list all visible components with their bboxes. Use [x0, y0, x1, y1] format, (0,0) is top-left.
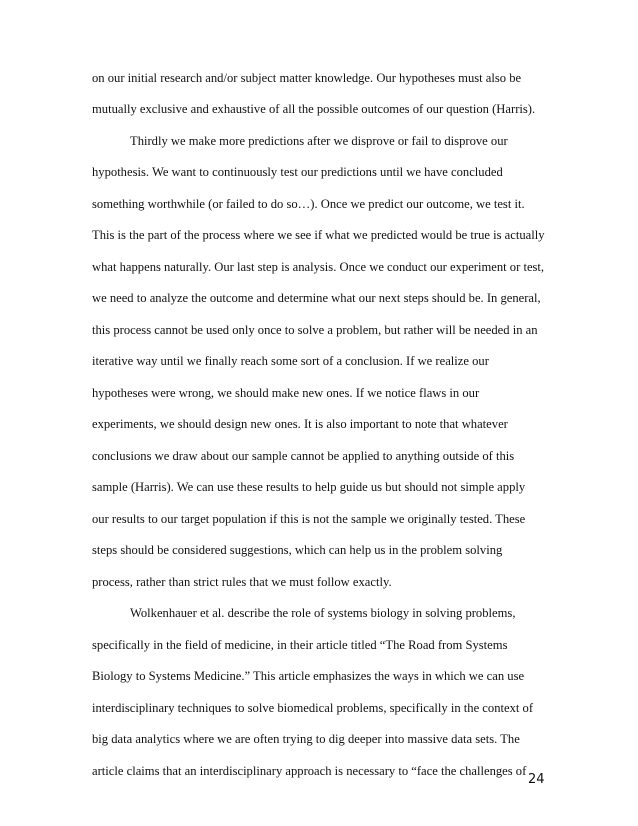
body-line: hypotheses were wrong, we should make new ones. If we notice flaws in our	[92, 386, 480, 400]
body-line: process, rather than strict rules that we must follow exactly.	[92, 575, 392, 589]
body-line: something worthwhile (or failed to do so…). Once we predict our outcome, we test it.	[92, 197, 525, 211]
body-line: hypothesis. We want to continuously test our predictions until we have concluded	[92, 165, 503, 179]
body-line: we need to analyze the outcome and determine what our next steps should be. In general,	[92, 291, 541, 305]
body-line: what happens naturally. Our last step is analysis. Once we conduct our experiment or test,	[92, 260, 545, 274]
body-line: specifically in the field of medicine, in their article titled “The Road from Systems	[92, 638, 508, 652]
body-line: article claims that an interdisciplinary approach is necessary to “face the challenges of	[92, 764, 527, 778]
body-line: mutually exclusive and exhaustive of all the possible outcomes of our question (Harris).	[92, 102, 536, 116]
body-line: steps should be considered suggestions, which can help us in the problem solving	[92, 543, 503, 557]
body-line: our results to our target population if this is not the sample we originally tested. These	[92, 512, 526, 526]
body-line: iterative way until we finally reach some sort of a conclusion. If we realize our	[92, 354, 489, 368]
page-number: 24	[528, 772, 545, 787]
body-line: experiments, we should design new ones. It is also important to note that whatever	[92, 417, 508, 431]
body-line: Biology to Systems Medicine.” This article emphasizes the ways in which we can use	[92, 669, 525, 683]
body-line: conclusions we draw about our sample cannot be applied to anything outside of this	[92, 449, 515, 463]
paragraph-first-line: Thirdly we make more predictions after we disprove or fail to disprove our	[130, 134, 508, 148]
body-line: interdisciplinary techniques to solve biomedical problems, specifically in the context of	[92, 701, 534, 715]
body-line: on our initial research and/or subject matter knowledge. Our hypotheses must also be	[92, 71, 522, 85]
paragraph-first-line: Wolkenhauer et al. describe the role of systems biology in solving problems,	[130, 606, 516, 620]
body-line: this process cannot be used only once to solve a problem, but rather will be needed in an	[92, 323, 538, 337]
body-line: big data analytics where we are often trying to dig deeper into massive data sets. The	[92, 732, 520, 746]
body-line: This is the part of the process where we see if what we predicted would be true is actually	[92, 228, 545, 242]
body-line: sample (Harris). We can use these results to help guide us but should not simple apply	[92, 480, 526, 494]
